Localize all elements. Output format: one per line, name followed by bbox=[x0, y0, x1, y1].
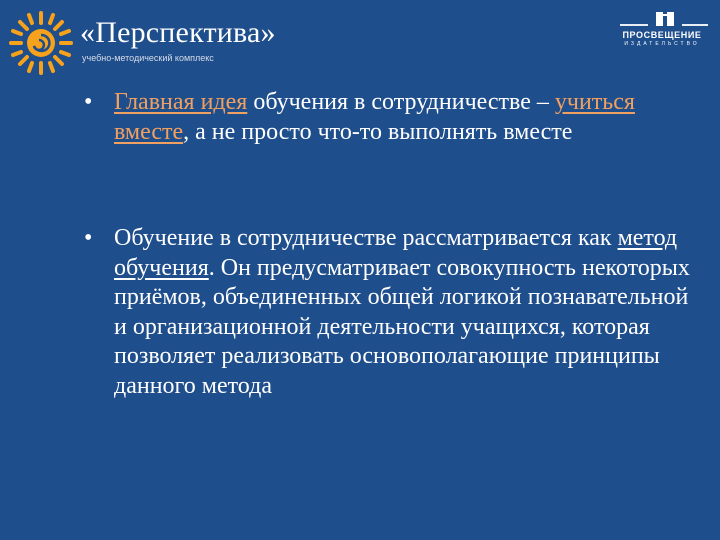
bullet-marker: • bbox=[84, 89, 93, 115]
link-learn-together[interactable]: учиться вместе bbox=[114, 89, 635, 145]
text-segment: . Он предусматривает совокупность некоторых приёмов, объединенных общей логикой познавательной и организационной деятельности учащихся, которая позволяет реализовать основополагающие принципы данного метода bbox=[114, 254, 690, 399]
text-segment: , а не просто что-то выполнять вместе bbox=[183, 118, 573, 145]
publisher-name: ПРОСВЕЩЕНИЕ bbox=[622, 30, 702, 40]
link-main-idea[interactable]: Главная идея bbox=[114, 89, 248, 115]
text-segment: Обучение в сотрудничестве рассматривается как bbox=[114, 225, 618, 251]
brand-title: «Перспектива» bbox=[80, 16, 276, 49]
bullet-item-2 bbox=[84, 224, 694, 401]
text-segment: обучения в сотрудничестве – bbox=[247, 89, 555, 115]
bullet-text-2 bbox=[114, 224, 694, 401]
link-teaching-method[interactable]: метод обучения bbox=[114, 225, 678, 281]
bullet-item-1 bbox=[84, 88, 694, 147]
publisher-subtitle: ИЗДАТЕЛЬСТВО bbox=[624, 41, 700, 47]
brand-subtitle: учебно-методический комплекс bbox=[82, 53, 214, 63]
bullet-marker: • bbox=[84, 225, 93, 251]
bullet-text-1 bbox=[114, 88, 694, 147]
